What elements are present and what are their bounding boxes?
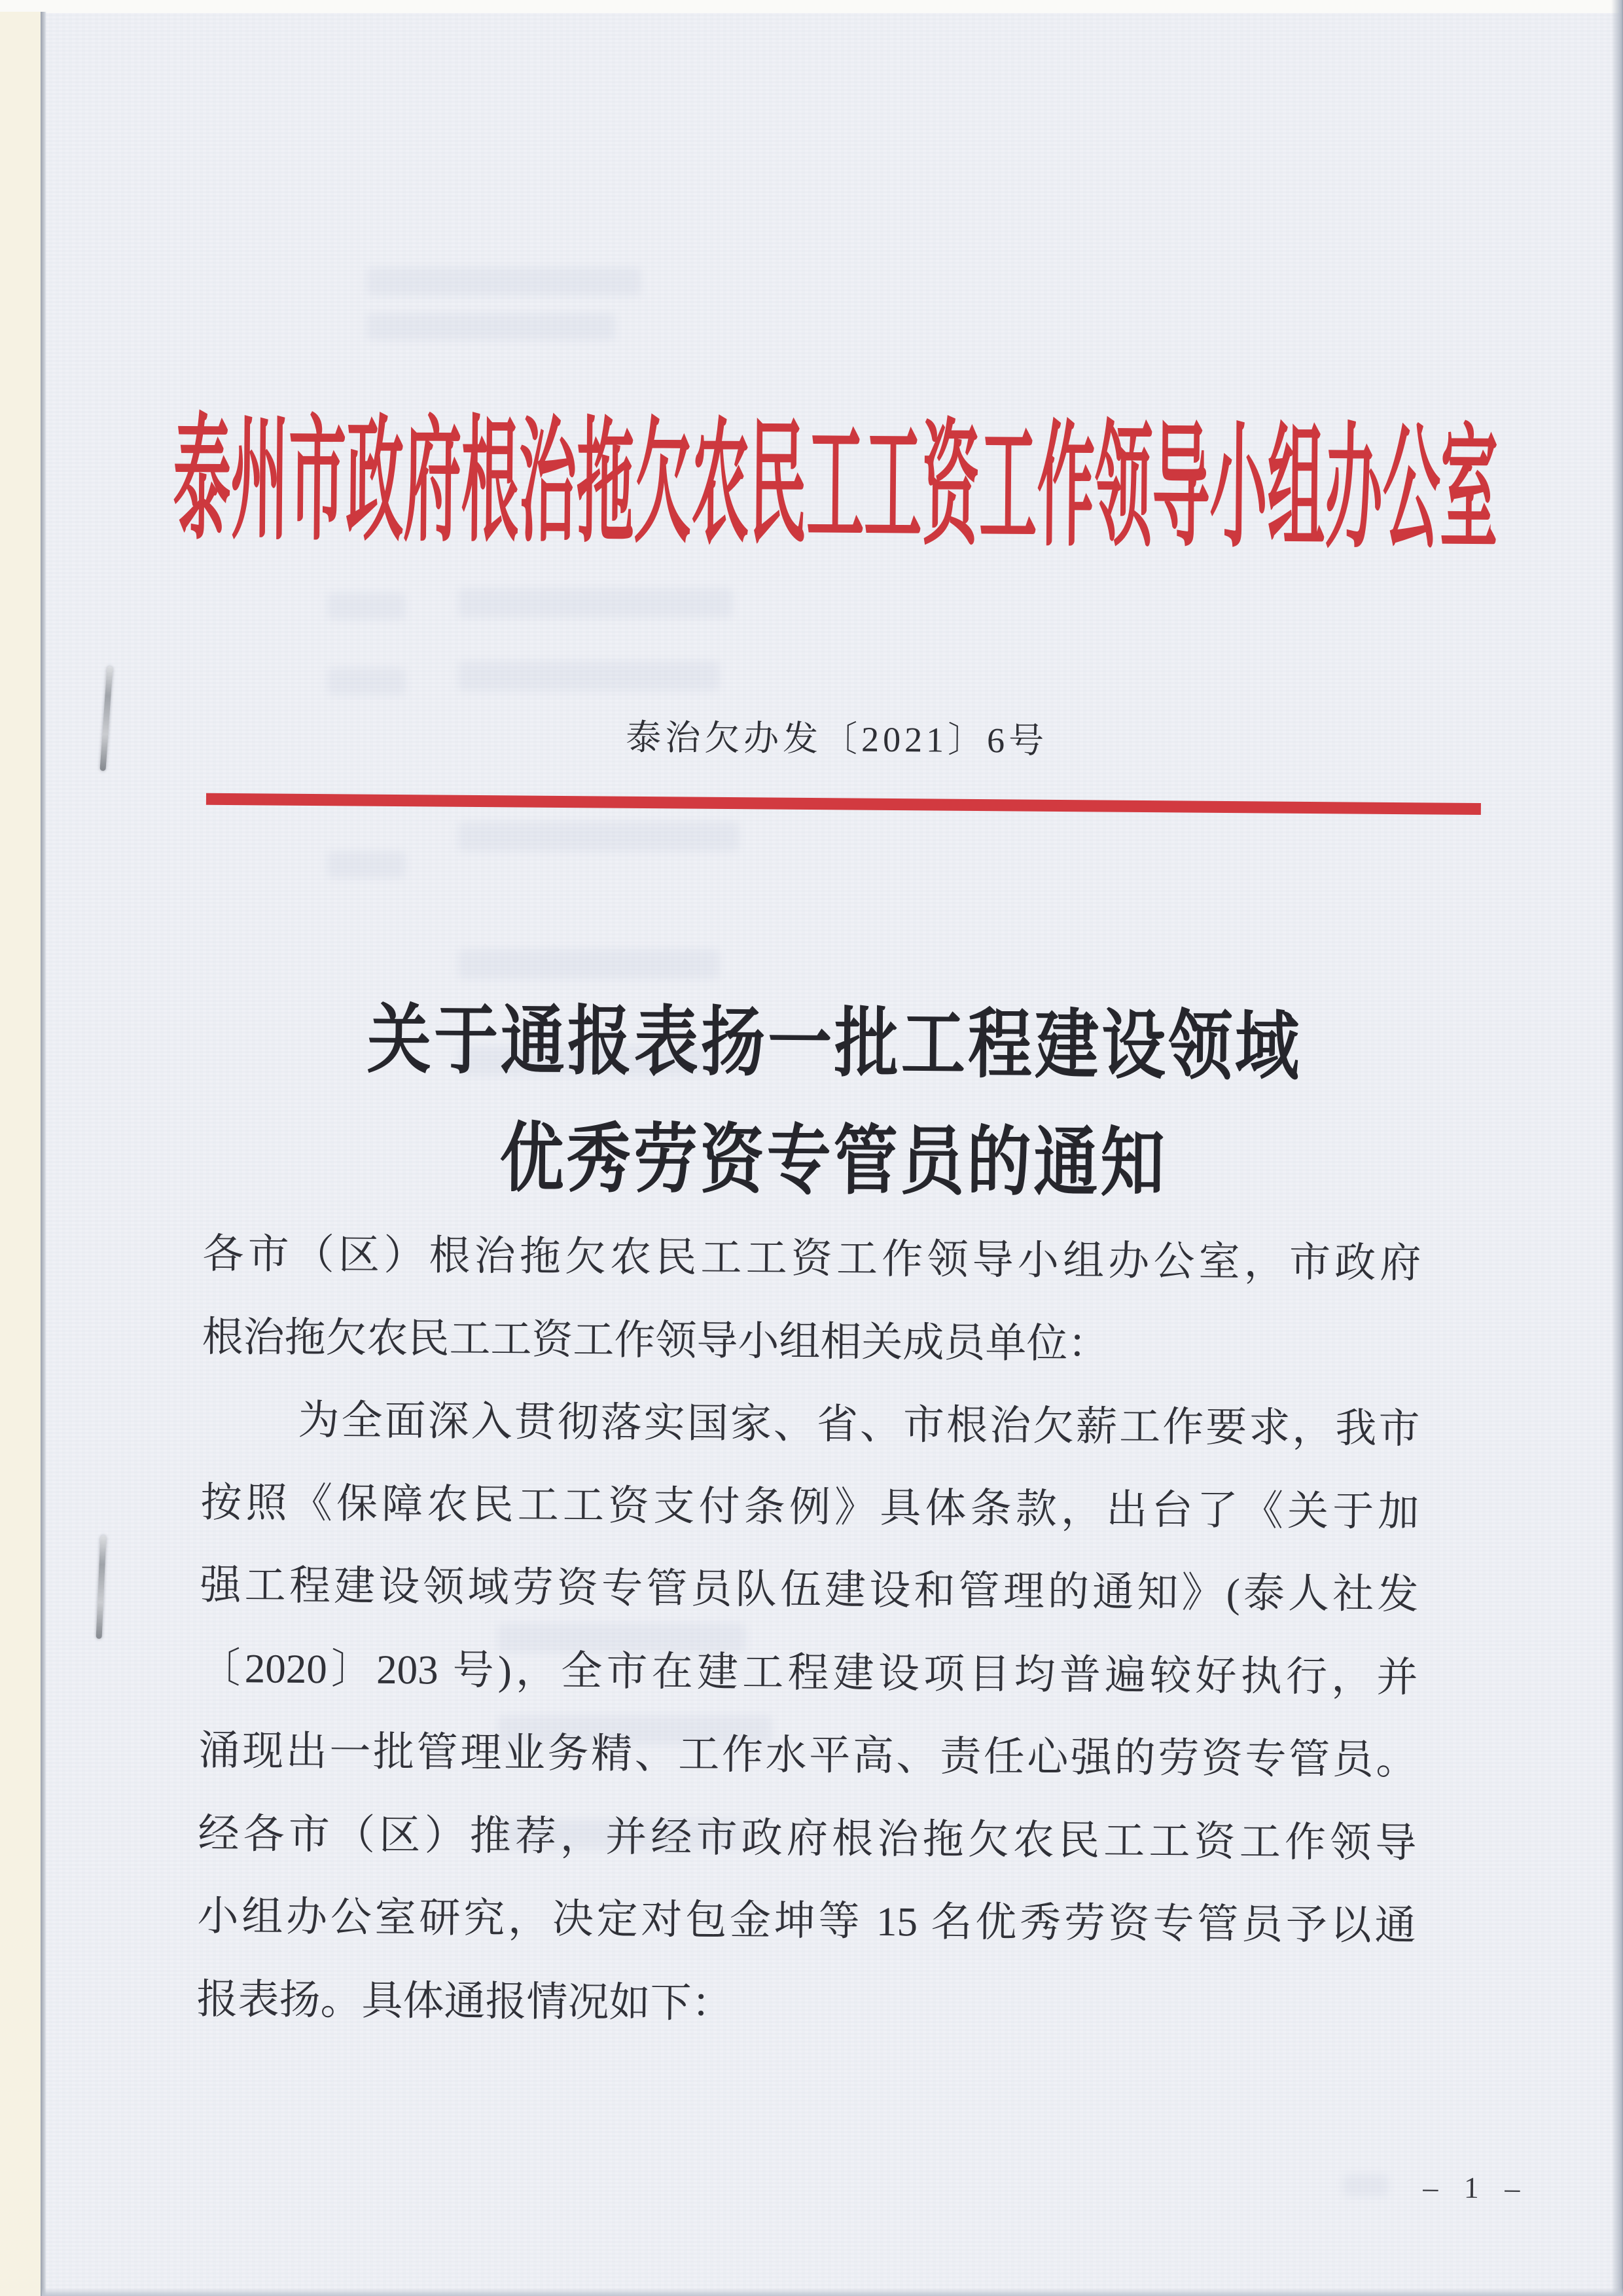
red-separator-rule (206, 793, 1481, 815)
document-number: 泰治欠办发〔2021〕6号 (625, 717, 1048, 761)
document-title-line-2: 优秀劳资专管员的通知 (499, 1117, 1168, 1207)
body-line: 为全面深入贯彻落实国家、省、市根治欠薪工作要求，我市 (298, 1397, 1420, 1452)
body-paragraphs (196, 1213, 1421, 2051)
body-line: 根治拖欠农民工工资工作领导小组相关成员单位： (202, 1314, 1109, 1367)
body-line: 涌现出一批管理业务精、工作水平高、责任心强的劳资专管员。 (198, 1727, 1418, 1784)
letterhead-org-title: 泰州市政府根治拖欠农民工工资工作领导小组办公室 (172, 407, 1499, 567)
document-title (45, 980, 1623, 1227)
body-line: 按照《保障农民工工资支付条例》具体条款，出台了《关于加 (200, 1479, 1419, 1535)
body-line: 经各市（区）推荐，并经市政府根治拖欠农民工工资工作领导 (198, 1810, 1417, 1866)
body-line: 〔2020〕203 号)，全市在建工程建设项目均普遍较好执行，并 (199, 1645, 1418, 1700)
body-line: 小组办公室研究，决定对包金坤等 15 名优秀劳资专管员予以通 (197, 1893, 1416, 1949)
page-number: – 1 – (1423, 2170, 1529, 2205)
body-line: 报表扬。具体通报情况如下： (196, 1976, 733, 2026)
document-title-line-1: 关于通报表扬一批工程建设领域 (366, 999, 1302, 1090)
body-line: 强工程建设领域劳资专管员队伍建设和管理的通知》(泰人社发 (200, 1562, 1419, 1618)
body-line: 各市（区）根治拖欠农民工工资工作领导小组办公室，市政府 (202, 1230, 1421, 1287)
